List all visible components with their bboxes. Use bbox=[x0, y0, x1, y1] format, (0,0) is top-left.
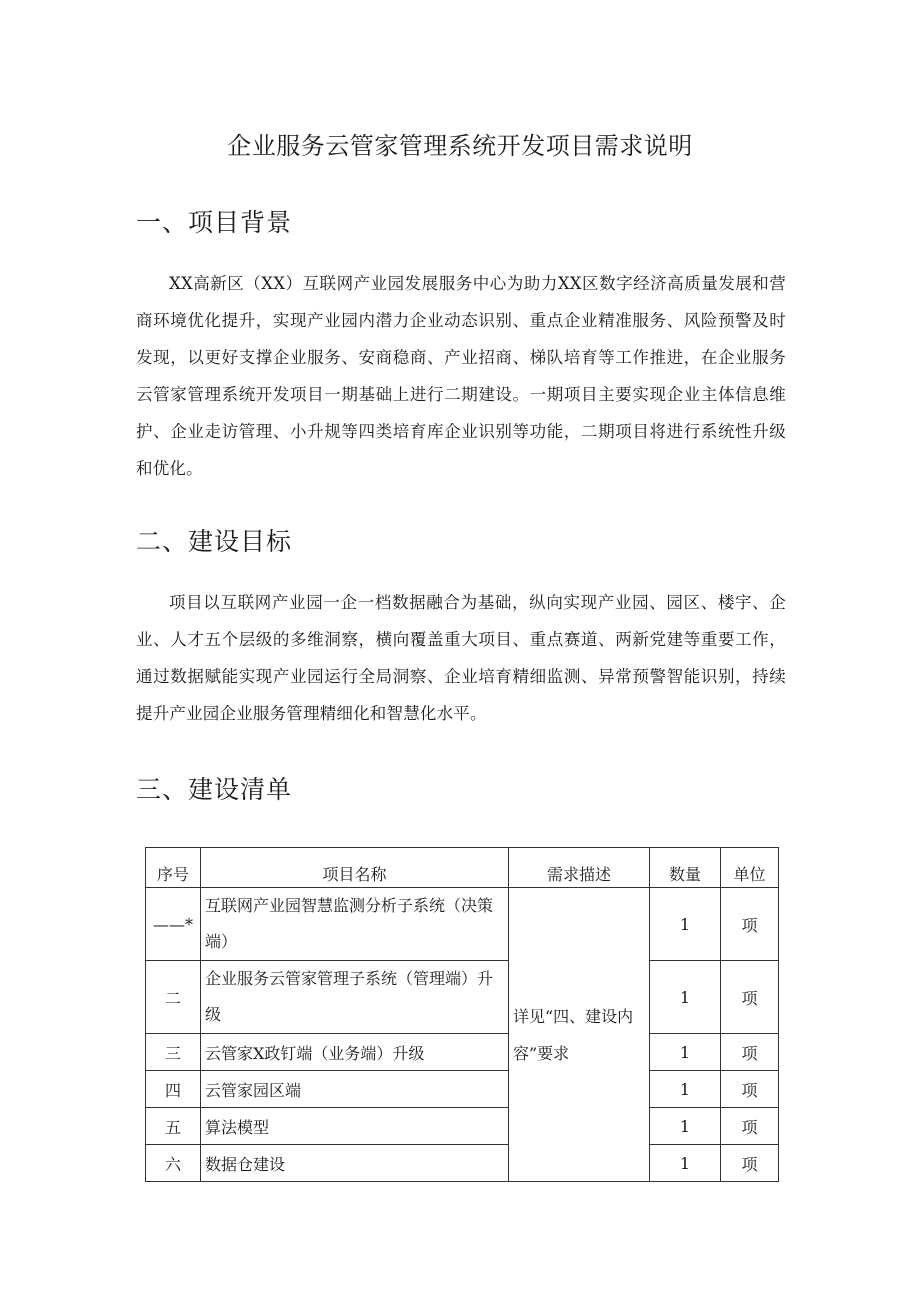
row-quantity: 1 bbox=[650, 1034, 721, 1071]
row-name: 云管家园区端 bbox=[201, 1071, 509, 1108]
table-row bbox=[146, 1145, 779, 1182]
header-unit: 单位 bbox=[721, 848, 779, 888]
document-title: 企业服务云管家管理系统开发项目需求说明 bbox=[227, 132, 693, 160]
row-no: 二 bbox=[146, 961, 201, 1034]
row-name: 数据仓建设 bbox=[201, 1145, 509, 1182]
table-row bbox=[146, 888, 779, 961]
section-paragraph-goals: 项目以互联网产业园一企一档数据融合为基础，纵向实现产业园、园区、楼宇、企业、人才五个层级的多维洞察，横向覆盖重大项目、重点赛道、两新党建等重要工作，通过数据赋能实现产业园运行全局洞察、企业培育精细监测、异常预警智能识别，持续提升产业园企业服务管理精细化和智慧化水平。 bbox=[136, 593, 786, 723]
header-quantity: 数量 bbox=[650, 848, 721, 888]
row-no: 五 bbox=[146, 1108, 201, 1145]
row-no: 三 bbox=[146, 1034, 201, 1071]
row-quantity: 1 bbox=[650, 961, 721, 1034]
section-heading-background: 一、项目背景 bbox=[136, 208, 293, 237]
row-no: 四 bbox=[146, 1071, 201, 1108]
section-heading-goals: 二、建设目标 bbox=[136, 527, 293, 556]
section-paragraph-background: XX高新区（XX）互联网产业园发展服务中心为助力XX区数字经济高质量发展和营商环境优化提升，实现产业园内潜力企业动态识别、重点企业精准服务、风险预警及时发现，以更好支撑企业服务、安商稳商、产业招商、梯队培育等工作推进，在企业服务云管家管理系统开发项目一期基础上进行二期建设。一期项目主要实现企业主体信息维护、企业走访管理、小升规等四类培育库企业识别等功能，二期项目将进行系统性升级和优化。 bbox=[136, 274, 786, 478]
row-quantity: 1 bbox=[650, 1145, 721, 1182]
row-unit: 项 bbox=[721, 1108, 779, 1145]
row-unit: 项 bbox=[721, 1034, 779, 1071]
row-no: ——* bbox=[146, 888, 201, 961]
row-quantity: 1 bbox=[650, 1071, 721, 1108]
header-no: 序号 bbox=[146, 848, 201, 888]
row-quantity: 1 bbox=[650, 888, 721, 961]
table-row bbox=[146, 1071, 779, 1108]
table-row bbox=[146, 1108, 779, 1145]
row-no: 六 bbox=[146, 1145, 201, 1182]
row-unit: 项 bbox=[721, 1071, 779, 1108]
row-description: 详见“四、建设内容”要求 bbox=[509, 888, 650, 1182]
row-name: 算法模型 bbox=[201, 1108, 509, 1145]
row-name: 互联网产业园智慧监测分析子系统（决策端） bbox=[201, 888, 509, 961]
header-name: 项目名称 bbox=[201, 848, 509, 888]
header-description: 需求描述 bbox=[509, 848, 650, 888]
construction-list-table bbox=[145, 847, 779, 1182]
table-row bbox=[146, 1034, 779, 1071]
row-name: 云管家X政钉端（业务端）升级 bbox=[201, 1034, 509, 1071]
row-quantity: 1 bbox=[650, 1108, 721, 1145]
section-heading-list: 三、建设清单 bbox=[136, 775, 293, 804]
table-header-row bbox=[146, 848, 779, 888]
row-unit: 项 bbox=[721, 1145, 779, 1182]
table-row bbox=[146, 961, 779, 1034]
row-unit: 项 bbox=[721, 961, 779, 1034]
row-name: 企业服务云管家管理子系统（管理端）升级 bbox=[201, 961, 509, 1034]
row-unit: 项 bbox=[721, 888, 779, 961]
